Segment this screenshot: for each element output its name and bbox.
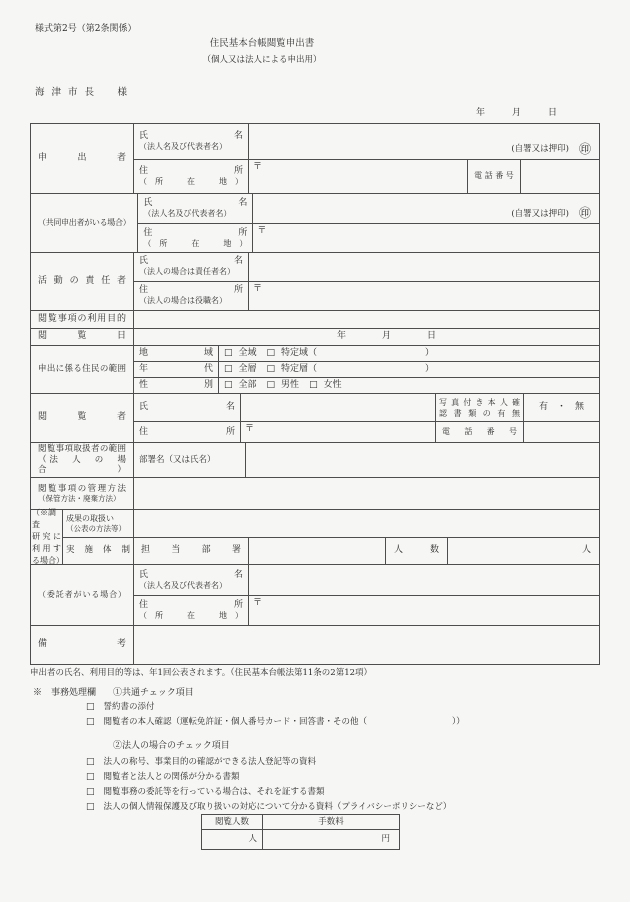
joint-label-cell <box>31 194 138 252</box>
address-label: 住 所 <box>143 227 248 238</box>
management-label-cell <box>31 478 134 509</box>
research-results-row <box>63 510 599 538</box>
sign-note: (自署又は押印) <box>511 143 569 154</box>
common-check-section-title: ①共通チェック項目 <box>113 688 194 698</box>
viewer-name-label-cell <box>134 394 241 421</box>
check-item-label: 閲覧者と法人との関係が分かる書類 <box>103 772 240 783</box>
corporate-check-section-title: ②法人の場合のチェック項目 <box>113 741 230 751</box>
applicant-address-label-cell <box>134 160 249 194</box>
option-all-gender: 全部 <box>238 380 257 390</box>
checkbox-all-gender[interactable]: □ <box>224 380 233 390</box>
page-title: 住民基本台帳閲覧申出書 <box>209 38 315 49</box>
consignor-address-row <box>134 596 599 625</box>
name-label: 氏 名 <box>143 198 248 209</box>
management-input[interactable] <box>134 478 599 509</box>
management-label-line2: （保管方法・廃棄方法） <box>38 494 121 504</box>
gender-label: 性 別 <box>139 380 213 390</box>
name-label: 氏 名 <box>139 130 243 141</box>
sign-note: (自署又は押印) <box>511 208 569 219</box>
address-caption: （所 在 地） <box>139 611 243 621</box>
joint-label: （共同申出者がいる場合） <box>38 218 131 227</box>
manager-address-input[interactable] <box>249 282 599 310</box>
applicant-name-input[interactable] <box>249 124 599 159</box>
check-item-identity <box>86 717 465 728</box>
applicant-name-label-cell <box>134 124 249 159</box>
joint-name-input[interactable] <box>253 194 599 223</box>
implementation-label-cell <box>63 538 134 565</box>
joint-address-label-cell <box>138 224 253 252</box>
people-count-input[interactable] <box>448 538 599 565</box>
applicant-phone-input[interactable] <box>521 160 599 194</box>
section-activity-manager <box>31 253 599 311</box>
range-gender-options <box>219 378 599 393</box>
handler-label-line2: （法 人 の 場 合） <box>38 454 135 476</box>
name-label: 氏 名 <box>139 569 243 580</box>
postal-mark: 〒 <box>253 161 263 172</box>
manager-name-input[interactable] <box>249 253 599 281</box>
check-item-label: 誓約書の添付 <box>103 702 155 713</box>
range-age-options <box>219 362 599 377</box>
section-applicant <box>31 124 599 194</box>
people-count-label: 人 数 <box>394 545 439 556</box>
manager-label-cell <box>31 253 134 310</box>
check-item-label: 法人の個人情報保護及び取り扱いの対応について分かる資料（プライバシーポリシーなど） <box>103 802 452 813</box>
applicant-label: 申 出 者 <box>38 152 126 163</box>
consignor-name-input[interactable] <box>249 565 599 595</box>
department-input[interactable] <box>249 538 386 565</box>
view-date-input[interactable] <box>134 329 599 345</box>
joint-address-row <box>138 224 599 252</box>
viewer-phone-input[interactable] <box>524 422 599 442</box>
name-caption: （法人の場合は責任者名） <box>139 267 235 277</box>
check-item-label: 閲覧者の本人確認（運転免許証・個人番号カード・回答書・その他（ ）） <box>103 717 465 728</box>
section-resident-range <box>31 346 599 394</box>
phone-label: 電 話 番 号 <box>442 427 517 437</box>
postal-mark: 〒 <box>253 283 263 294</box>
checkbox-female[interactable]: □ <box>309 380 318 390</box>
check-item-relationship <box>86 772 240 783</box>
consignor-label-cell <box>31 565 134 625</box>
manager-address-label-cell <box>134 282 249 310</box>
option-all-area: 全域 <box>238 347 257 358</box>
consignor-address-input[interactable] <box>249 596 599 625</box>
research-label-line3: 利用す <box>32 544 61 553</box>
name-caption: （法人名及び代表者名） <box>139 580 227 590</box>
viewer-count-input[interactable] <box>202 830 263 849</box>
remarks-label: 備 考 <box>38 639 126 650</box>
manager-label: 活 動 の 責 任 者 <box>38 275 126 286</box>
photo-id-line2: 認書類の有無 <box>439 408 520 418</box>
viewer-count-header: 閲覧人数 <box>202 815 263 829</box>
form-number: 様式第2号（第2条関係） <box>35 24 137 34</box>
checkbox-specific-area[interactable]: □ <box>266 347 276 358</box>
viewer-name-input[interactable] <box>241 394 436 421</box>
section-handler-range <box>31 443 599 478</box>
seal-icon: ㊞ <box>578 141 591 156</box>
checkbox-male[interactable]: □ <box>266 380 276 390</box>
address-label: 住 所 <box>139 600 243 611</box>
results-input[interactable] <box>134 510 599 537</box>
area-label: 地 域 <box>139 347 213 358</box>
section-viewer <box>31 394 599 443</box>
range-label-cell <box>31 346 134 393</box>
viewer-address-label-cell <box>134 422 241 442</box>
check-item-label: 法人の称号、事業目的の確認ができる法人登記等の資料 <box>103 757 317 768</box>
photo-id-line1: 写真付き本人確 <box>439 397 520 407</box>
address-label: 住 所 <box>139 426 235 437</box>
page-subtitle: （個人又は法人による申出用） <box>202 55 322 65</box>
fee-table-header-row <box>202 815 399 830</box>
consignor-label: （委託者がいる場合） <box>38 590 126 599</box>
joint-address-input[interactable] <box>253 224 599 252</box>
fee-unit: 円 <box>381 834 390 845</box>
applicant-address-input[interactable] <box>249 160 468 194</box>
applicant-name-row <box>134 124 599 160</box>
purpose-label-cell <box>31 311 134 328</box>
section-management-method <box>31 478 599 510</box>
department-label: 担 当 部 署 <box>141 545 241 556</box>
phone-label: 電 話 番 号 <box>474 171 514 181</box>
manager-name-row <box>134 253 599 282</box>
department-label-cell <box>134 538 249 565</box>
publication-note: 申出者の氏名、利用目的等は、年1回公表されます。（住民基本台帳法第11条の2第12項） <box>30 668 373 678</box>
check-item-privacy-policy <box>86 802 451 813</box>
results-caption: （公表の方法等） <box>66 523 126 533</box>
consignor-name-row <box>134 565 599 596</box>
fee-table <box>201 814 400 850</box>
range-age-label-cell <box>134 362 219 377</box>
research-label-line4: る場合） <box>32 556 64 565</box>
applicant-label-cell <box>31 124 134 193</box>
option-all-age: 全層 <box>238 363 257 374</box>
photo-id-yes-no[interactable]: 有 ・ 無 <box>538 402 584 413</box>
fee-table-value-row <box>202 830 399 849</box>
admin-processing-label: ※ 事務処理欄 <box>33 688 97 698</box>
photo-id-label-cell <box>436 394 524 421</box>
joint-name-label-cell <box>138 194 253 223</box>
name-caption: （法人名及び代表者名） <box>139 141 227 151</box>
viewer-address-input[interactable] <box>241 422 436 442</box>
viewer-count-unit: 人 <box>248 834 257 845</box>
research-label-line1: （※調査 <box>32 508 56 529</box>
checkbox-specific-age[interactable]: □ <box>266 363 276 374</box>
viewer-address-row <box>134 422 599 442</box>
section-purpose <box>31 311 599 329</box>
view-date-label: 閲 覧 日 <box>38 331 126 342</box>
address-caption: （所 在 地） <box>139 176 243 186</box>
results-label: 成果の取扱い <box>66 513 114 523</box>
range-area-label-cell <box>134 346 219 361</box>
check-item-entrustment <box>86 787 325 798</box>
name-label: 氏 名 <box>139 402 235 413</box>
viewer-label-cell <box>31 394 134 442</box>
consignor-address-label-cell <box>134 596 249 625</box>
people-count-label-cell <box>386 538 448 565</box>
remarks-input[interactable] <box>134 626 599 664</box>
name-caption: （法人名及び代表者名） <box>143 209 232 219</box>
addressee: 海津市長 様 <box>35 87 135 98</box>
handler-sub-label-cell <box>134 443 246 477</box>
seal-icon: ㊞ <box>578 206 591 221</box>
handler-input[interactable] <box>246 443 599 477</box>
management-label-line1: 閲覧事項の管理方法 <box>38 483 126 494</box>
checkbox-all-age[interactable]: □ <box>224 363 233 374</box>
check-item-registration <box>86 757 316 768</box>
range-area-row <box>134 346 599 362</box>
check-item-label: 閲覧事務の委託等を行っている場合は、それを証する書類 <box>103 787 325 798</box>
manager-address-row <box>134 282 599 310</box>
implementation-label: 実 施 体 制 <box>66 545 130 556</box>
remarks-label-cell <box>31 626 134 664</box>
research-implementation-row <box>63 538 599 565</box>
section-view-date <box>31 329 599 346</box>
fee-header: 手数料 <box>318 816 344 827</box>
range-label: 申出に係る住民の範囲 <box>38 364 126 375</box>
joint-name-row <box>138 194 599 224</box>
checkbox-relationship[interactable]: □ <box>86 772 95 782</box>
results-label-cell <box>63 510 134 537</box>
section-joint-applicant <box>31 194 599 253</box>
option-female: 女性 <box>323 380 342 390</box>
postal-mark: 〒 <box>257 226 267 237</box>
viewer-name-row <box>134 394 599 422</box>
applicant-address-row <box>134 160 599 194</box>
research-label-cell <box>31 510 63 564</box>
checkbox-registration[interactable]: □ <box>86 757 95 767</box>
viewer-phone-label-cell <box>436 422 524 442</box>
section-remarks <box>31 626 599 664</box>
checkbox-privacy-policy[interactable]: □ <box>86 802 95 812</box>
department-name-label: 部署名（又は氏名） <box>139 454 216 465</box>
people-count-unit: 人 <box>581 545 591 556</box>
range-gender-label-cell <box>134 378 219 393</box>
postal-mark: 〒 <box>245 424 255 435</box>
option-specific-age: 特定層（ ） <box>281 363 435 374</box>
address-caption: （所 在 地） <box>143 238 248 248</box>
checkbox-pledge[interactable]: □ <box>86 702 95 712</box>
application-form-table <box>30 123 600 665</box>
view-date-hint: 年 月 日 <box>336 331 436 342</box>
checkbox-entrustment[interactable]: □ <box>86 787 95 797</box>
checkbox-identity[interactable]: □ <box>86 717 95 727</box>
applicant-phone-label-cell <box>468 160 521 194</box>
range-area-options <box>219 346 599 361</box>
option-specific-area: 特定域（ ） <box>281 347 435 358</box>
consignor-name-label-cell <box>134 565 249 595</box>
handler-label-line1: 閲覧事項取扱者の範囲 <box>38 444 126 455</box>
checkbox-all-area[interactable]: □ <box>224 347 233 358</box>
manager-name-label-cell <box>134 253 249 281</box>
view-date-label-cell <box>31 329 134 345</box>
address-label: 住 所 <box>139 285 243 296</box>
range-gender-row <box>134 378 599 393</box>
address-caption: （法人の場合は役職名） <box>139 296 227 306</box>
fee-input[interactable] <box>263 830 399 849</box>
postal-mark: 〒 <box>253 598 263 609</box>
option-male: 男性 <box>281 380 300 390</box>
check-item-pledge <box>86 702 155 713</box>
purpose-label: 閲覧事項の利用目的 <box>38 313 126 324</box>
name-label: 氏 名 <box>139 256 243 267</box>
viewer-label: 閲 覧 者 <box>38 412 126 423</box>
range-age-row <box>134 362 599 378</box>
address-label: 住 所 <box>139 165 243 176</box>
purpose-input[interactable] <box>134 311 599 328</box>
research-label-line2: 研究に <box>32 532 61 541</box>
application-date-line[interactable]: 年 月 日 <box>476 108 558 118</box>
section-research-use <box>31 510 599 565</box>
handler-label-cell <box>31 443 134 477</box>
age-label: 年 代 <box>139 363 213 374</box>
section-consignor <box>31 565 599 626</box>
